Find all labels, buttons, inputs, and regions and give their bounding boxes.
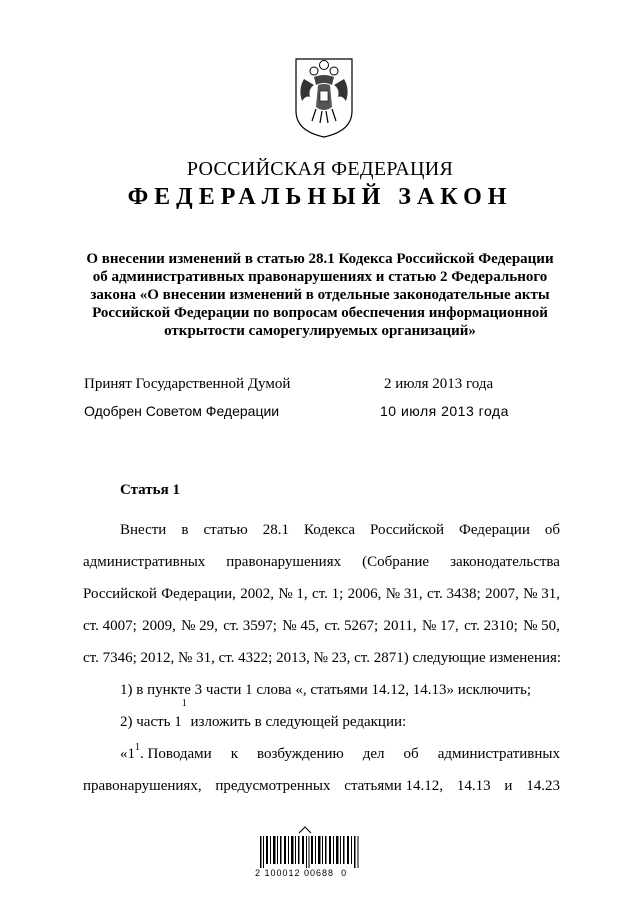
- body-line: [83, 514, 560, 546]
- word: Российской: [370, 522, 444, 538]
- country-heading: РОССИЙСКАЯ ФЕДЕРАЦИЯ: [186, 158, 454, 180]
- word: об: [403, 746, 419, 762]
- word: . Поводами: [140, 746, 212, 762]
- word: статью: [203, 522, 248, 538]
- word: Внести: [120, 522, 167, 538]
- coat-of-arms-emblem: [292, 55, 356, 139]
- law-title-line: Российской Федерации по вопросам обеспечения информационной: [92, 305, 548, 321]
- word: ст. 5267;: [324, 618, 379, 634]
- duma-adoption-label: Принят Государственной Думой: [84, 376, 291, 392]
- law-title-line: об административных правонарушениях и статью 2 Федерального: [92, 269, 548, 285]
- quote-superscript: 1: [135, 742, 140, 753]
- word: дел: [362, 746, 385, 762]
- word: к: [230, 746, 239, 762]
- word: Кодекса: [304, 522, 356, 538]
- barcode-number: 2 100012 00688 0: [255, 868, 348, 878]
- item2-text-tail: изложить в следующей редакции:: [186, 714, 407, 730]
- word: Российской: [83, 586, 157, 602]
- word: предусмотренных: [215, 778, 331, 794]
- word: 2011,: [383, 618, 417, 634]
- quote-line: [83, 738, 560, 770]
- body-line: [83, 546, 560, 578]
- council-approval-label: Одобрен Советом Федерации: [84, 403, 280, 419]
- word: возбуждению: [257, 746, 344, 762]
- word: 2007,: [485, 586, 519, 602]
- article-body: [83, 514, 560, 802]
- word: 14.13: [456, 778, 491, 794]
- word: № 45,: [282, 618, 320, 634]
- word: Федерации: [459, 522, 530, 538]
- quote-start: [120, 738, 212, 770]
- word: административных: [437, 746, 560, 762]
- law-title-line: закона «О внесении изменений в отдельные законодательные акты: [90, 287, 550, 303]
- word: законодательства: [450, 554, 560, 570]
- word: № 1,: [278, 586, 308, 602]
- word: правонарушениях: [226, 554, 342, 570]
- body-line: [83, 610, 560, 642]
- law-type-heading: ФЕДЕРАЛЬНЫЙ ЗАКОН: [127, 184, 513, 210]
- quote-line: [83, 770, 560, 802]
- item2-superscript: 1: [181, 698, 187, 709]
- amendment-item-1: 1) в пункте 3 части 1 слова «, статьями 14.12, 14.13» исключить;: [120, 682, 532, 698]
- council-approval-row: [84, 403, 564, 423]
- duma-adoption-date: 2 июля 2013 года: [384, 376, 494, 392]
- word: Федерации,: [161, 586, 236, 602]
- barcode-mark-icon: [298, 826, 312, 834]
- word: № 17,: [421, 618, 459, 634]
- word: об: [544, 522, 560, 538]
- word: 28.1: [262, 522, 289, 538]
- word: 2002,: [240, 586, 274, 602]
- word: в: [181, 522, 189, 538]
- word: № 29,: [181, 618, 218, 634]
- barcode-icon: [260, 836, 360, 868]
- article-heading: Статья 1: [120, 482, 180, 498]
- word: ст. 3438;: [426, 586, 481, 602]
- word: (Собрание: [362, 554, 430, 570]
- amendment-item-2: [83, 698, 560, 738]
- body-line: ст. 7346; 2012, № 31, ст. 4322; 2013, № 23, ст. 2871) следующие изменения:: [83, 650, 562, 666]
- word: № 31,: [385, 586, 423, 602]
- word: ст. 3597;: [223, 618, 277, 634]
- law-title-line: открытости саморегулируемых организаций»: [164, 323, 476, 339]
- word: № 31,: [523, 586, 560, 602]
- council-approval-date: 10 июля 2013 года: [380, 403, 509, 419]
- word: административных: [83, 554, 206, 570]
- word: ст. 1;: [312, 586, 344, 602]
- item2-text: 2) часть 1: [120, 714, 182, 730]
- body-line: [83, 578, 560, 610]
- law-title-line: О внесении изменений в статью 28.1 Кодекса Российской Федерации: [86, 251, 554, 267]
- quote-prefix: «1: [120, 746, 135, 762]
- word: 2006,: [347, 586, 382, 602]
- law-title: [80, 250, 560, 340]
- word: ст. 4007;: [83, 618, 137, 634]
- word: 2009,: [142, 618, 176, 634]
- word: правонарушениях,: [83, 778, 202, 794]
- word: № 50,: [523, 618, 560, 634]
- duma-adoption-row: [84, 376, 564, 396]
- word: ст. 2310;: [464, 618, 518, 634]
- word: и: [504, 778, 513, 794]
- word: статьями 14.12,: [344, 778, 444, 794]
- word: 14.23: [526, 778, 560, 794]
